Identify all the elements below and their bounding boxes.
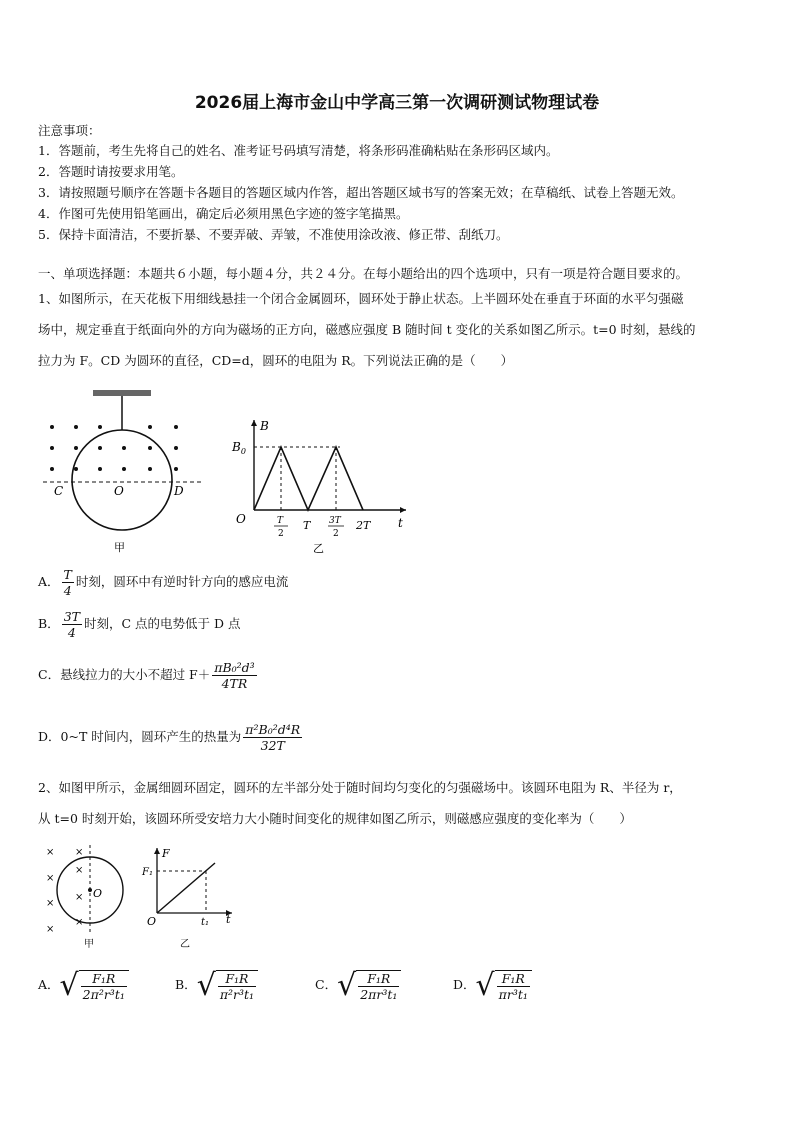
svg-text:×: ×	[46, 898, 55, 909]
svg-text:×: ×	[46, 873, 55, 884]
tick-t-half-den: 2	[278, 529, 284, 539]
t1-label: t₁	[201, 917, 210, 928]
tick-3t-half-den: 2	[333, 529, 339, 539]
axis-f-label: F	[162, 847, 170, 860]
q1-option-d: D．0~T 时间内，圆环产生的热量为 $\frac{\text{π²B₀²d⁴R}}{32T}$	[38, 722, 301, 753]
tick-2t: 2T	[356, 519, 371, 532]
notice-item-4: 4．作图可先使用铅笔画出，确定后必须用黑色字迹的签字笔描黑。	[38, 206, 409, 221]
tick-t-half-num: T	[277, 516, 284, 526]
q2-option-c: C．√ $\frac{\text{F₁R}}{\text{2πr³t₁}}$	[315, 968, 401, 1003]
notice-item-5: 5．保持卡面清洁，不要折暴、不要弄破、弄皱，不准使用涂改液、修正带、刮纸刀。	[38, 227, 509, 242]
q2-line-2: 从 t=0 时刻开始，该圆环所受安培力大小随时间变化的规律如图乙所示，则磁感应强度的变化率为（ ）	[38, 811, 632, 826]
field-dots	[50, 425, 178, 471]
q1-line-1: 1、如图所示，在天花板下用细线悬挂一个闭合金属圆环，圆环处于静止状态。上半圆环处在垂直于环面的水平匀强磁	[38, 291, 684, 306]
q1-option-c: C．悬线拉力的大小不超过 F＋ $\frac{\text{πB₀²d³}}{4TR}$	[38, 660, 255, 691]
label-c: C	[54, 484, 64, 498]
b0-label: $B_0$	[232, 440, 246, 456]
notice-item-2: 2．答题时请按要求用笔。	[38, 164, 184, 179]
svg-text:×: ×	[46, 847, 55, 858]
caption-jia: 甲	[114, 541, 125, 554]
origin-label: O	[147, 915, 157, 928]
q1-figure-yi	[228, 415, 413, 555]
label-o: O	[114, 484, 124, 498]
page-title: 2026届上海市金山中学高三第一次调研测试物理试卷	[194, 93, 600, 113]
axis-t-label: t	[398, 516, 403, 530]
notice-heading: 注意事项：	[38, 123, 101, 138]
axis-t-label: t	[226, 913, 231, 926]
caption-jia: 甲	[84, 939, 94, 950]
q1-option-b: B． $\frac{3T}{4}$ 时刻，C 点的电势低于 D 点	[38, 609, 241, 640]
tick-t: T	[303, 519, 311, 532]
section-heading: 一、单项选择题：本题共６小题，每小题４分，共２４分。在每小题给出的四个选项中，只有一项是符合题目要求的。	[38, 266, 689, 281]
q1-line-2: 场中，规定垂直于纸面向外的方向为磁场的正方向，磁感应强度 B 随时间 t 变化的关系如图乙所示。t=0 时刻，悬线的	[38, 322, 696, 337]
q1-line-3: 拉力为 F。CD 为圆环的直径，CD=d，圆环的电阻为 R。下列说法正确的是（ ）	[38, 353, 514, 368]
notice-item-1: 1．答题前，考生先将自己的姓名、准考证号码填写清楚，将条形码准确粘贴在条形码区域内。	[38, 143, 559, 158]
q2-option-b: B．√ $\frac{\text{F₁R}}{\text{π²r³t₁}}$	[175, 968, 258, 1003]
svg-text:×: ×	[75, 917, 84, 928]
q2-figure-jia	[40, 843, 135, 953]
q2-figure-yi	[140, 843, 240, 953]
q2-line-1: 2、如图甲所示，金属细圆环固定，圆环的左半部分处于随时间均匀变化的匀强磁场中。该圆环电阻为 R、半径为 r，	[38, 780, 682, 795]
notice-item-3: 3．请按照题号顺序在答题卡各题目的答题区域内作答，超出答题区域书写的答案无效；在草稿纸、试卷上答题无效。	[38, 185, 684, 200]
ceiling	[93, 390, 151, 396]
svg-text:×: ×	[75, 865, 84, 876]
q1-figure-jia	[38, 385, 213, 560]
tick-3t-half-num: 3T	[329, 516, 341, 526]
q2-option-a: A．√ $\frac{\text{F₁R}}{\text{2π²r³t₁}}$	[38, 968, 129, 1003]
caption-yi: 乙	[180, 939, 190, 950]
field-crosses	[46, 847, 83, 935]
metal-ring	[72, 430, 172, 530]
q1-option-a: A． $\frac{T}{4}$ 时刻，圆环中有逆时针方向的感应电流	[38, 567, 289, 598]
q2-option-d: D．√ $\frac{\text{F₁R}}{\text{πr³t₁}}$	[453, 968, 532, 1003]
origin-label: O	[236, 512, 246, 526]
caption-yi: 乙	[313, 542, 324, 555]
svg-text:×: ×	[46, 924, 55, 935]
svg-text:×: ×	[75, 892, 84, 903]
svg-text:×: ×	[75, 847, 84, 858]
axis-b-label: B	[260, 419, 269, 433]
f1-label: F₁	[142, 867, 153, 878]
center-label: O	[93, 887, 103, 900]
label-d: D	[174, 484, 184, 498]
b-curve	[254, 447, 363, 510]
